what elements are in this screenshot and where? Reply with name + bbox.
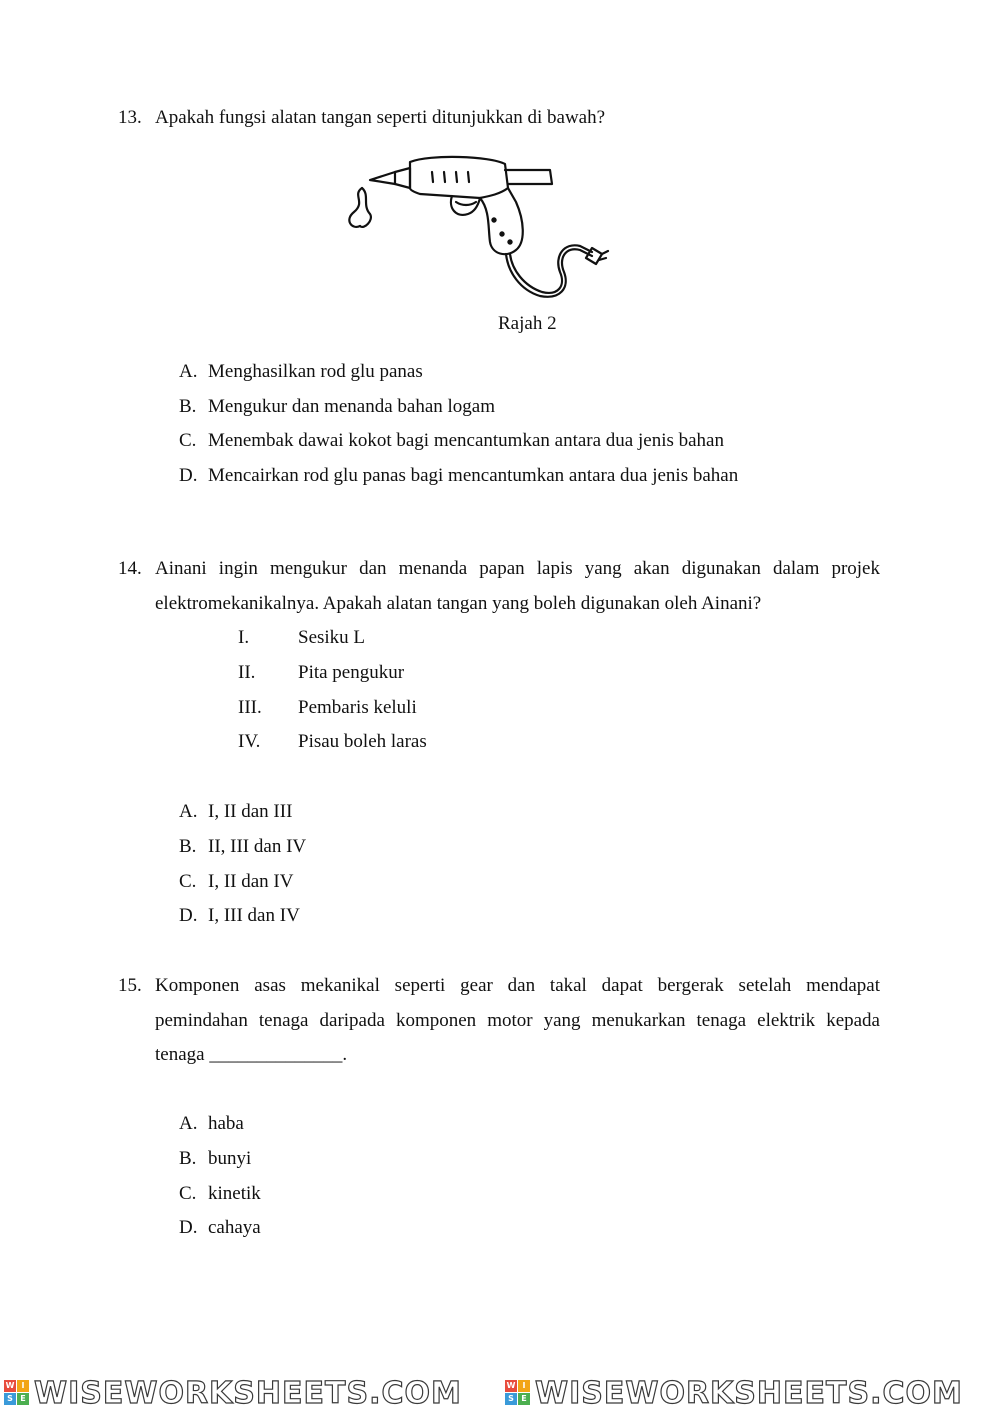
item-text: Sesiku L	[298, 627, 366, 648]
q13-option-b	[179, 396, 495, 418]
question-13-number: 13.	[118, 107, 142, 128]
option-text: Menghasilkan rod glu panas	[208, 361, 423, 382]
question-15-line-1: Komponen asas mekanikal seperti gear dan takal dapat bergerak setelah mendapat	[155, 975, 880, 996]
item-text: Pisau boleh laras	[298, 731, 427, 752]
option-letter: D.	[179, 465, 198, 486]
watermark-text: WISEWORKSHEETS.COM	[34, 1376, 462, 1411]
option-text: Menembak dawai kokot bagi mencantumkan antara dua jenis bahan	[208, 430, 724, 451]
logo-letter: W	[5, 1381, 15, 1390]
option-letter: C.	[179, 1183, 197, 1204]
q14-item-1	[238, 627, 365, 649]
question-14-line-2: elektromekanikalnya. Apakah alatan tangan yang boleh digunakan oleh Ainani?	[155, 593, 762, 614]
item-text: Pembaris keluli	[298, 697, 417, 718]
option-letter: B.	[179, 1148, 197, 1169]
logo-letter: S	[4, 1393, 16, 1405]
logo-letter: W	[506, 1381, 516, 1390]
q14-option-b	[179, 836, 306, 858]
q15-option-d	[179, 1217, 261, 1239]
option-text: Mengukur dan menanda bahan logam	[208, 396, 496, 417]
question-14-line-1: Ainani ingin mengukur dan menanda papan lapis yang akan digunakan dalam projek	[155, 558, 880, 579]
option-text: haba	[208, 1113, 244, 1134]
q15-option-b	[179, 1148, 251, 1170]
logo-letter: S	[505, 1393, 517, 1405]
option-letter: A.	[179, 361, 198, 382]
item-numeral: IV.	[238, 731, 261, 752]
logo-letter: I	[17, 1380, 29, 1392]
item-text: Pita pengukur	[298, 662, 405, 683]
option-letter: A.	[179, 801, 198, 822]
option-letter: C.	[179, 871, 197, 892]
option-letter: D.	[179, 905, 198, 926]
question-15-line-2: pemindahan tenaga daripada komponen motor yang menukarkan tenaga elektrik kepada	[155, 1010, 880, 1031]
question-15-line-3: tenaga ______________.	[155, 1044, 348, 1065]
option-text: I, II dan III	[208, 801, 293, 822]
option-letter: D.	[179, 1217, 198, 1238]
option-letter: A.	[179, 1113, 198, 1134]
option-letter: C.	[179, 430, 197, 451]
question-13-text: Apakah fungsi alatan tangan seperti ditunjukkan di bawah?	[155, 107, 606, 128]
logo-letter: I	[518, 1380, 530, 1392]
option-letter: B.	[179, 836, 197, 857]
q15-option-c	[179, 1183, 261, 1205]
q14-item-3	[238, 697, 417, 719]
q13-option-c	[179, 430, 724, 452]
q13-option-a	[179, 361, 423, 383]
watermark-footer	[0, 1372, 1000, 1413]
q13-option-d	[179, 465, 738, 487]
logo-letter: E	[518, 1393, 530, 1405]
q14-option-c	[179, 871, 293, 893]
item-numeral: II.	[238, 662, 256, 683]
glue-gun-illustration	[340, 150, 610, 305]
q14-item-4	[238, 731, 427, 753]
option-text: Mencairkan rod glu panas bagi mencantumkan antara dua jenis bahan	[208, 465, 739, 486]
option-text: I, II dan IV	[208, 871, 294, 892]
option-text: kinetik	[208, 1183, 261, 1204]
wise-logo-icon	[505, 1380, 531, 1406]
q15-option-a	[179, 1113, 244, 1135]
option-text: II, III dan IV	[208, 836, 307, 857]
item-numeral: I.	[238, 627, 250, 648]
question-14-number: 14.	[118, 558, 142, 579]
q14-item-2	[238, 662, 404, 684]
option-letter: B.	[179, 396, 197, 417]
option-text: I, III dan IV	[208, 905, 300, 926]
logo-letter: E	[17, 1393, 29, 1405]
option-text: bunyi	[208, 1148, 252, 1169]
question-15-number: 15.	[118, 975, 142, 996]
q14-option-a	[179, 801, 292, 823]
watermark-text: WISEWORKSHEETS.COM	[535, 1376, 963, 1411]
item-numeral: III.	[238, 697, 262, 718]
figure-caption: Rajah 2	[498, 313, 557, 334]
q14-option-d	[179, 905, 300, 927]
wise-logo-icon	[4, 1380, 30, 1406]
option-text: cahaya	[208, 1217, 261, 1238]
